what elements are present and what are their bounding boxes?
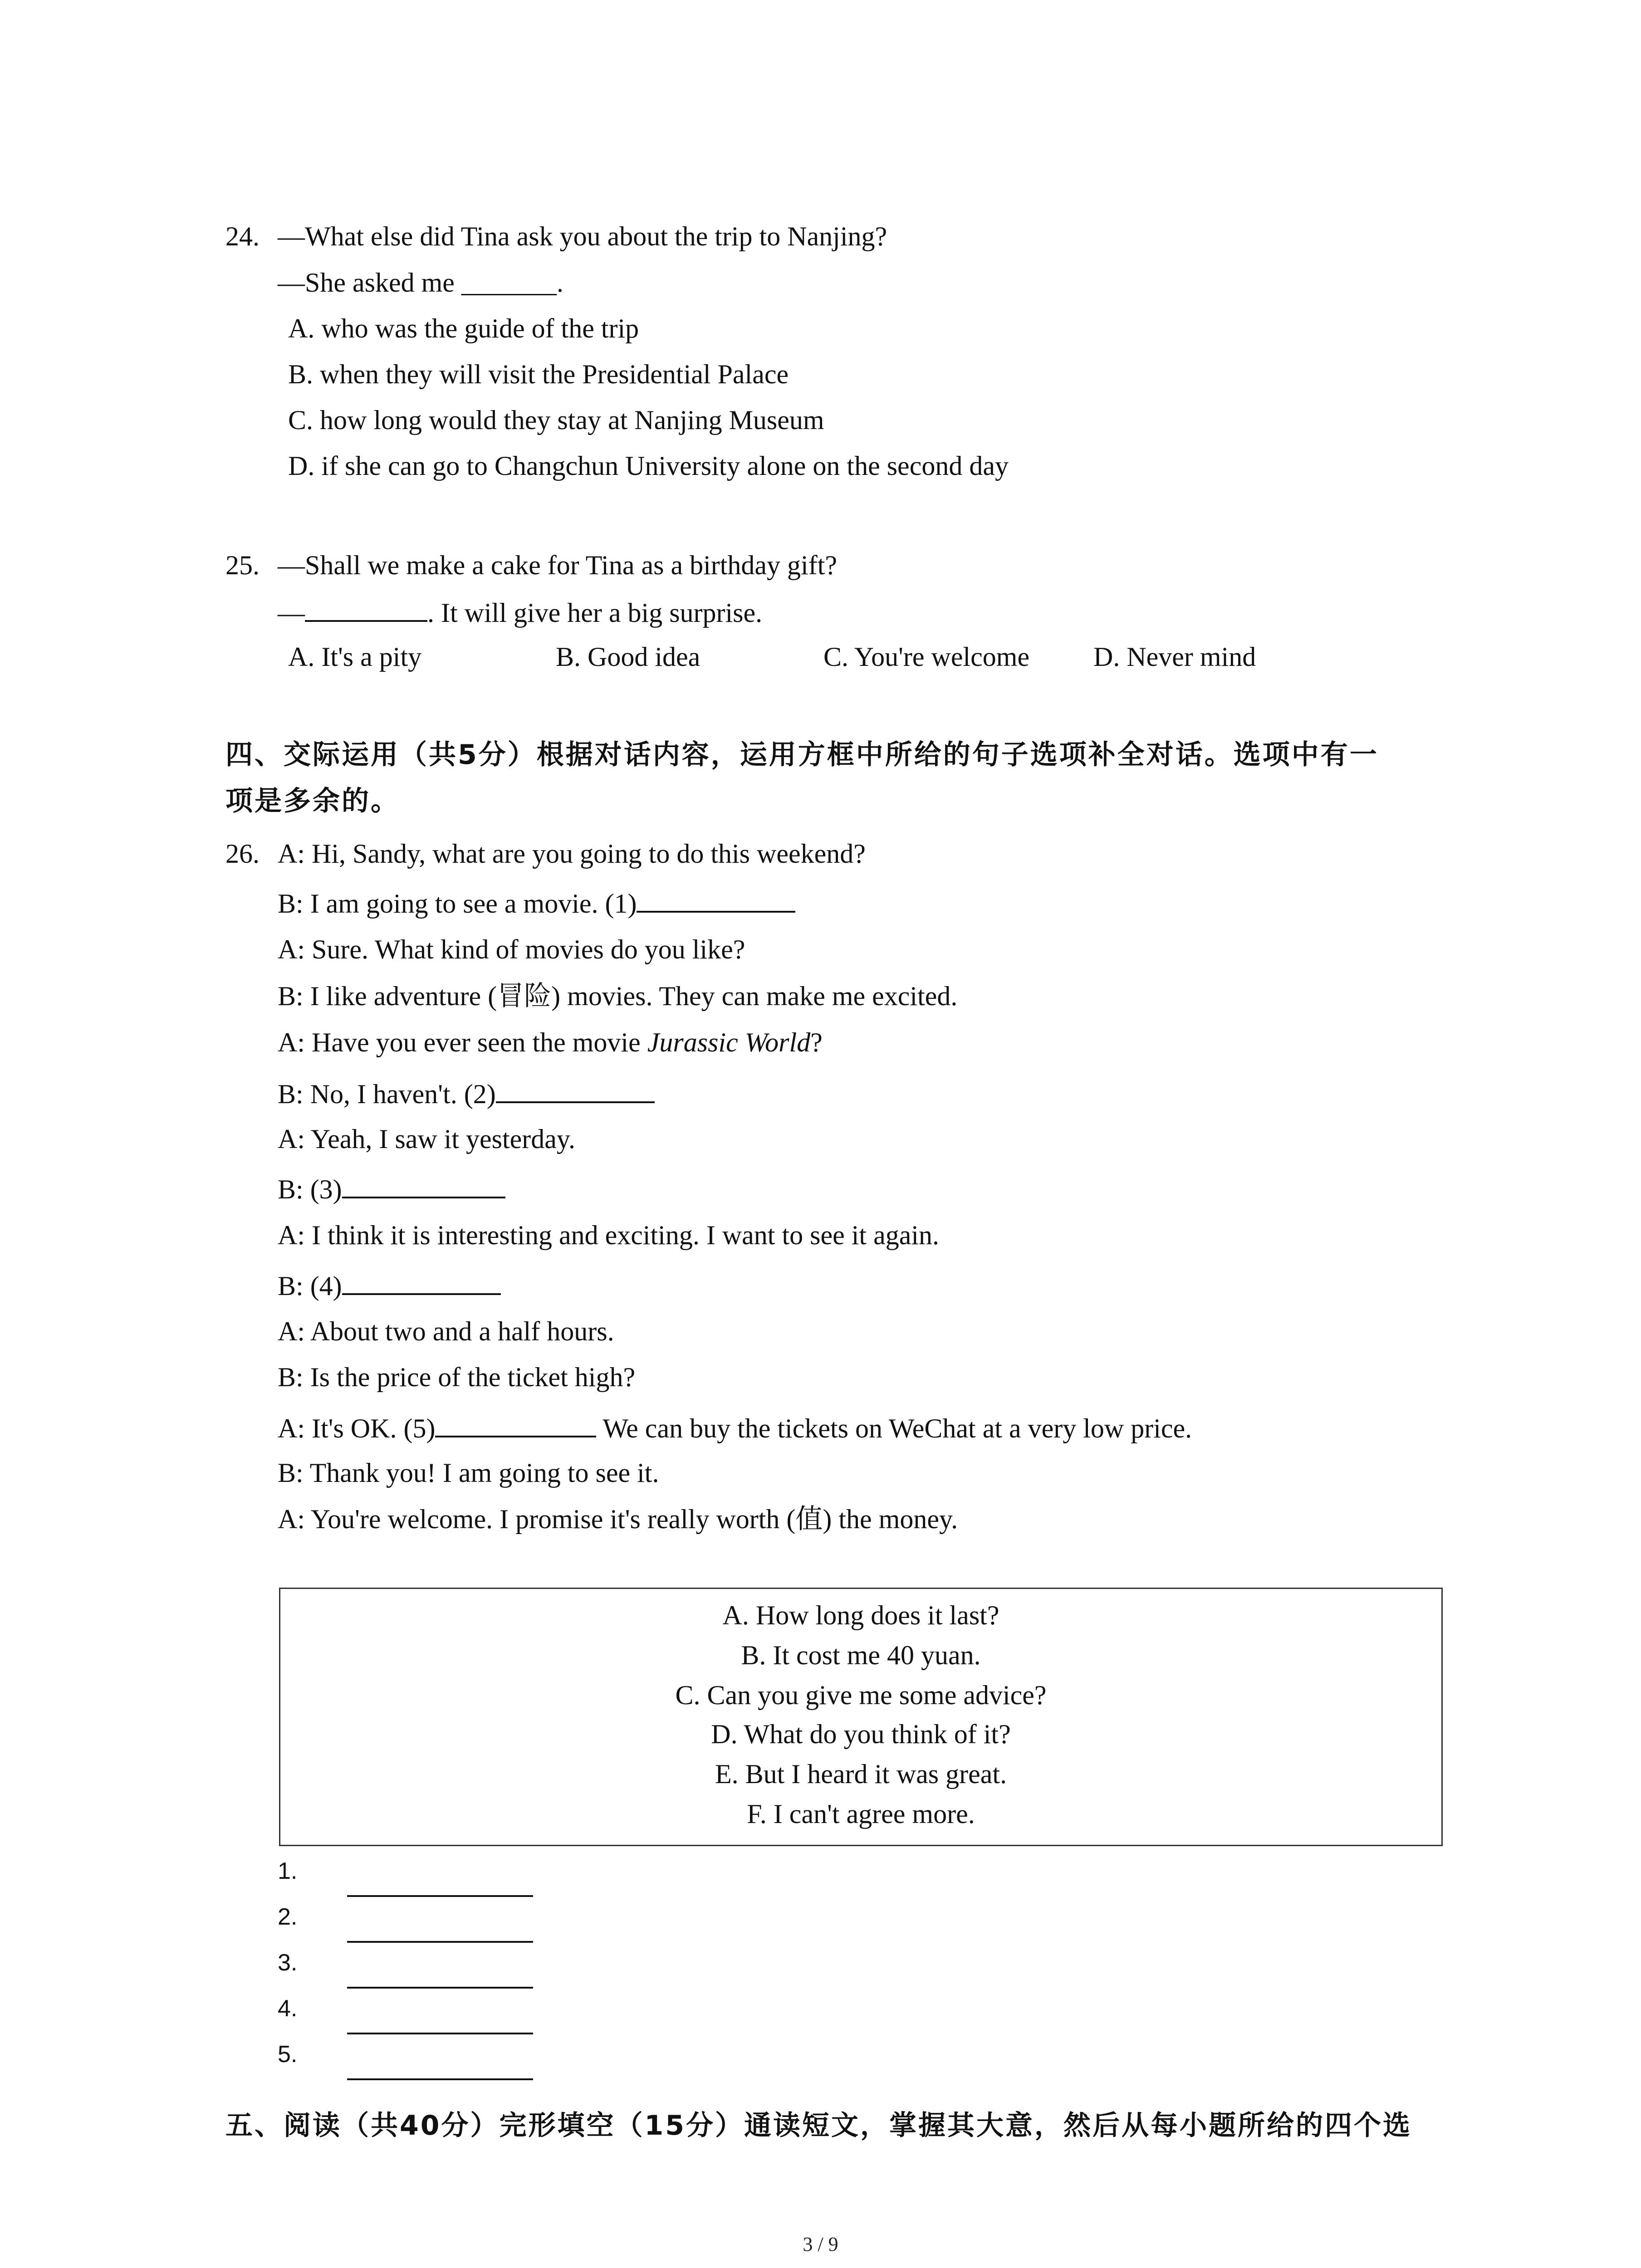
dialogue-text: A: Have you ever seen the movie [278,1027,647,1057]
option-b: B. when they will visit the Presidential Palace [288,359,789,389]
answer-field-4[interactable] [347,2033,533,2034]
dialogue-line: A: Sure. What kind of movies do you like? [278,934,745,964]
movie-title: Jurassic World [647,1027,811,1057]
section-header-continued: 项是多余的。 [225,785,400,817]
answer-blank[interactable] [305,595,427,622]
dialogue-line [278,1268,501,1302]
dialogue-line [278,1076,655,1110]
reply-suffix: . It will give her a big surprise. [427,598,763,628]
answer-number: 4. [278,1995,298,2022]
box-option-a: A. How long does it last? [722,1600,999,1630]
answer-number: 3. [278,1950,298,1976]
option-c: C. how long would they stay at Nanjing Museum [288,405,824,435]
answer-blank-2[interactable] [496,1076,655,1103]
question-reply: —She asked me _______. [278,268,563,298]
answer-field-3[interactable] [347,1987,533,1989]
dialogue-line [278,1410,1192,1445]
box-option-b: B. It cost me 40 yuan. [741,1640,981,1670]
section-header: 五、阅读（共40分）完形填空（15分）通读短文，掌握其大意，然后从每小题所给的四个选 [225,2110,1412,2141]
dialogue-line [278,1171,505,1206]
answer-field-2[interactable] [347,1941,533,1943]
box-option-c: C. Can you give me some advice? [675,1680,1047,1710]
question-reply [278,595,762,629]
box-option-e: E. But I heard it was great. [715,1759,1007,1789]
dialogue-text: B: (4) [278,1271,342,1301]
answer-blank-4[interactable] [342,1268,501,1295]
answer-blank-1[interactable] [637,885,795,913]
dialogue-text: A: It's OK. (5) [278,1413,436,1443]
dialogue-line: A: About two and a half hours. [278,1316,614,1346]
answer-number: 5. [278,2041,298,2068]
dialogue-text: B: No, I haven't. (2) [278,1079,496,1109]
dialogue-line: B: I like adventure (冒险) movies. They can make me excited. [278,981,958,1011]
dialogue-line [278,1026,823,1059]
dialogue-text: ? [810,1027,823,1057]
option-b: B. Good idea [556,642,700,672]
dialogue-line: B: Is the price of the ticket high? [278,1362,636,1392]
dialogue-line: A: I think it is interesting and exciting. I want to see it again. [278,1220,940,1250]
dialogue-line: A: Hi, Sandy, what are you going to do this weekend? [278,839,866,869]
answer-blank-5[interactable] [435,1410,596,1437]
dialogue-text: B: (3) [278,1174,342,1204]
question-text: —What else did Tina ask you about the trip to Nanjing? [278,221,887,251]
answer-blank-3[interactable] [342,1171,505,1198]
question-text: —Shall we make a cake for Tina as a birthday gift? [278,550,837,580]
dialogue-line: A: You're welcome. I promise it's really worth (值) the money. [278,1504,958,1534]
dialogue-text: We can buy the tickets on WeChat at a very low price. [596,1413,1192,1443]
dialogue-text: B: I am going to see a movie. (1) [278,889,637,919]
dialogue-line: B: Thank you! I am going to see it. [278,1458,659,1488]
answer-field-1[interactable] [347,1895,533,1897]
option-a: A. It's a pity [288,642,422,672]
page-number: 3 / 9 [803,2233,838,2255]
dialogue-line [278,885,795,920]
question-number: 25. [225,550,260,580]
answer-number: 2. [278,1904,298,1930]
reply-dash: — [278,598,305,628]
question-number: 26. [225,839,260,869]
answer-number: 1. [278,1858,298,1884]
answer-field-5[interactable] [347,2078,533,2080]
question-number: 24. [225,221,260,251]
section-header: 四、交际运用（共5分）根据对话内容，运用方框中所给的句子选项补全对话。选项中有一 [225,739,1379,771]
option-d: D. Never mind [1093,642,1256,672]
options-box [279,1588,1443,1846]
option-c: C. You're welcome [823,642,1030,672]
dialogue-line: A: Yeah, I saw it yesterday. [278,1124,575,1154]
box-option-d: D. What do you think of it? [711,1719,1011,1749]
box-option-f: F. I can't agree more. [747,1799,975,1829]
option-a: A. who was the guide of the trip [288,313,639,343]
option-d: D. if she can go to Changchun University alone on the second day [288,451,1009,481]
